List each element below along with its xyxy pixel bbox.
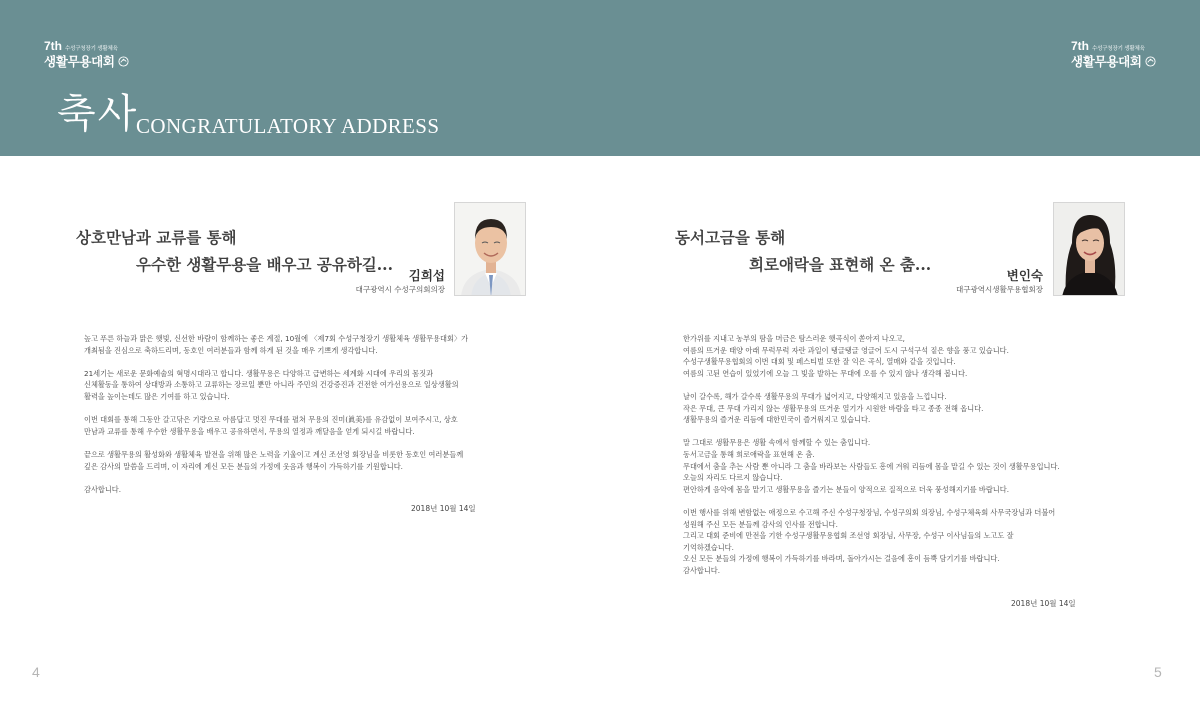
left-speaker-name: 김희섭 [408, 268, 445, 283]
left-paragraph: 21세기는 새로운 문화예술의 혁명시대라고 합니다. 생활무용은 다양하고 급변하는 세계화 시대에 우리의 몸짓과 신체활동을 통하여 상대방과 소통하고 교류하는 장르일 뿐만 아니라 주민의 건강증진과 건전한 여가선용으로 일상생활의 활력을 높이는데도 많은 기여를 하고 있습니다. [84, 368, 459, 401]
event-logo-right [1071, 40, 1156, 68]
right-paragraph: 말 그대로 생활무용은 생활 속에서 함께할 수 있는 춤입니다. 동서고금을 통해 희로애락을 표현해 온 춤. 무대에서 춤을 추는 사람 뿐 아니라 그 춤을 바라보는 사람들도 흥에 겨워 리듬에 몸을 맡길 수 있는 것이 생활무용입니다. 오늘의 자리도 다르지 않습니다. 편안하게 음악에 몸을 맡기고 생활무용을 즐기는 분들이 양적으로 질적으로 더욱 풍성해지기를 바랍니다. [683, 438, 1060, 494]
right-heading-line-2: 희로애락을 표현해 온 춤... [749, 255, 932, 274]
page-title-english: CONGRATULATORY ADDRESS [136, 114, 440, 138]
right-paragraph: 한가위를 지내고 농부의 땀을 머금은 탐스러운 햇곡식이 쏟아져 나오고, 여름의 뜨거운 태양 아래 무럭무럭 자란 과일이 탱글탱글 영글어 도시 구석구석 짙은 향을 풍고 있습니다. 수성구생활무용협회의 이번 대회 및 페스티벌 또한 잘 익은 곡식, 열매와 같을 것입니다. 여름의 고된 연습이 있었기에 오늘 그 빛을 발하는 무대에 오를 수 있지 않나 생각해 봅니다. [683, 334, 1009, 378]
right-paragraph: 이번 행사를 위해 변함없는 애정으로 수고해 주신 수성구청장님, 수성구의회 의장님, 수성구체육회 사무국장님과 더불어 성원해 주신 모든 분들께 감사의 인사를 전합니다. 그리고 대회 준비에 만전을 기한 수성구생활무용협회 조선영 회장님, 사무장, 수성구 이사님들의 노고도 잘 기억하겠습니다. 오신 모든 분들의 가정에 행복이 가득하기를 바라며, 돌아가시는 걸음에 흥이 듬뿍 담기기를 바랍니다. 감사합니다. [683, 507, 1056, 575]
logo-edition-sub: 수성구청장기 생활체육 [1092, 46, 1145, 52]
right-speaker-role: 대구광역시생활무용협회장 [956, 285, 1043, 294]
left-paragraph: 이번 대회를 통해 그동안 갈고닦은 기량으로 아름답고 멋진 무대를 펼쳐 무용의 진미(眞美)를 유감없이 보여주시고, 상호 만남과 교류를 통해 우수한 생활무용을 배우고 공유하면서, 무용의 열정과 깨달음을 얻게 되시길 바랍니다. [84, 415, 458, 436]
page-title-korean: 축사 [57, 91, 139, 137]
event-logo-left [44, 40, 129, 68]
right-heading-line-1: 동서고금을 통해 [675, 228, 786, 247]
dancer-emblem-icon [118, 56, 129, 67]
left-body-text [84, 333, 468, 507]
right-speaker-name: 변인숙 [1006, 268, 1043, 283]
left-paragraph: 끝으로 생활무용의 활성화와 생활체육 발전을 위해 많은 노력을 기울이고 계신 조선영 회장님을 비롯한 동호인 여러분들께 깊은 감사의 말씀을 드리며, 이 자리에 계신 모든 분들의 가정에 웃음과 행복이 가득하기를 기원합니다. [84, 449, 464, 471]
left-paragraph: 높고 푸른 하늘과 맑은 햇빛, 신선한 바람이 함께하는 좋은 계절, 10월에 〈제7회 수성구청장기 생활체육 생활무용대회〉가 개최됨을 진심으로 축하드리며, 동호인 여러분들과 함께 하게 된 것을 매우 기쁘게 생각합니다. [84, 334, 469, 355]
page-number-right: 5 [1154, 664, 1162, 680]
right-date: 2018년 10월 14일 [1011, 599, 1076, 608]
left-speaker-role: 대구광역시 수성구의회의장 [355, 285, 445, 294]
man-portrait-icon [455, 203, 526, 296]
left-speaker-photo [454, 202, 526, 296]
right-speaker-photo [1053, 202, 1125, 296]
left-date: 2018년 10월 14일 [411, 504, 476, 513]
woman-portrait-icon [1054, 203, 1125, 296]
left-heading-line-2: 우수한 생활무용을 배우고 공유하길... [136, 255, 393, 274]
right-paragraph: 날이 갈수록, 해가 갈수록 생활무용의 무대가 넓어지고, 다양해지고 있음을 느낍니다. 작은 무대, 큰 무대 가리지 않는 생활무용의 뜨거운 열기가 시원한 바람을 타고 종종 전해 옵니다. 생활무용의 즐거운 리듬에 대한민국이 즐거워지고 있습니다. [683, 391, 984, 425]
page-number-left: 4 [32, 664, 40, 680]
dancer-emblem-icon [1145, 56, 1156, 67]
logo-event-name: 생활무용대회 [44, 53, 115, 69]
left-paragraph: 감사합니다. [84, 484, 122, 494]
logo-edition-sub: 수성구청장기 생활체육 [65, 46, 118, 52]
right-body-text [683, 333, 1060, 588]
left-heading-line-1: 상호만남과 교류를 통해 [76, 228, 237, 247]
logo-edition-number: 7th [1071, 39, 1089, 53]
logo-event-name: 생활무용대회 [1071, 53, 1142, 69]
logo-edition-number: 7th [44, 39, 62, 53]
